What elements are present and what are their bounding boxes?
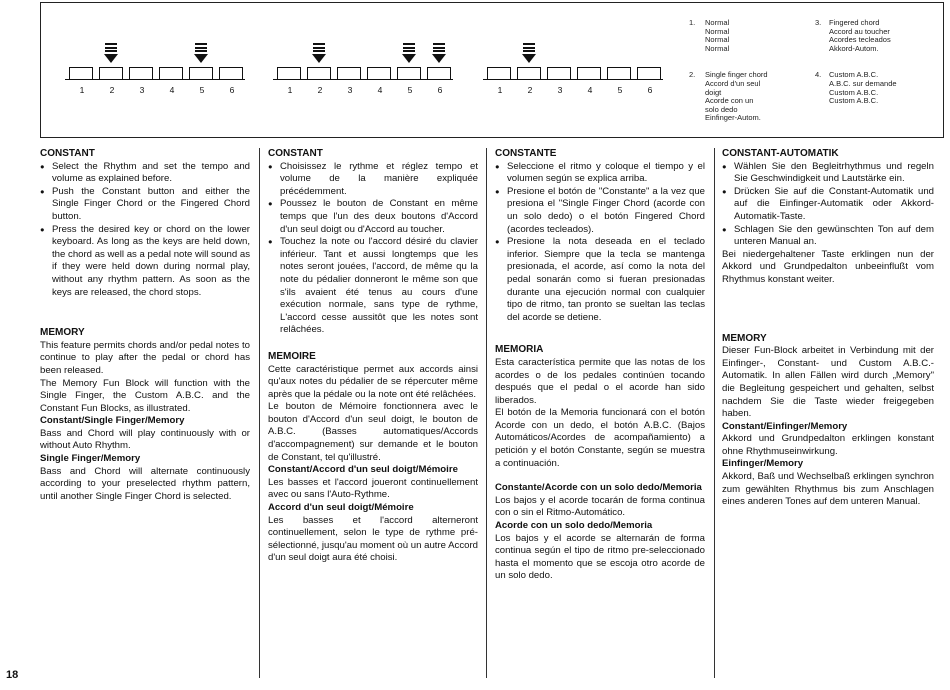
list-item: ● Press the desired key or chord on the lower keyboard. As long as the keys are held down, the chord as well as a pedal note will sound as if they were held down during normal play, without any rhythm pattern. As soon as the keys are released, the chord stops. [40, 224, 250, 300]
fun-block-key [337, 67, 361, 80]
paragraph: Esta característica permite que las notas de los acordes o de los pedales continúen tocando después que el pedal o el acorde han sido liberados. [495, 356, 705, 406]
key-number: 5 [199, 85, 205, 95]
legend-number: 4. [815, 70, 822, 80]
column-french [268, 148, 478, 565]
legend-line: A.B.C. sur demande [829, 78, 897, 88]
fun-block-key [69, 67, 93, 80]
column-german [722, 148, 934, 509]
key-number: 3 [347, 85, 353, 95]
page-number: 18 [6, 669, 19, 681]
subheading: Accord d'un seul doigt/Mémoire [268, 502, 414, 514]
legend-line: Normal [705, 26, 730, 36]
subheading: Constant/Single Finger/Memory [40, 415, 185, 427]
subheading: Constant/Accord d'un seul doigt/Mémoire [268, 464, 458, 476]
section-title: CONSTANT [40, 148, 95, 159]
legend-line: Custom A.B.C. [829, 87, 879, 97]
press-arrow-icon [433, 43, 445, 63]
paragraph: Akkord, Baß und Wechselbaß erklingen synchron zum gewählten Rhythmus bis zum Anschlagen eines anderen Tones auf dem unteren Manual. [722, 471, 934, 508]
paragraph: Los bajos y el acorde se alternarán de forma continua según el tipo de ritmo pre-seleccionado hasta el momento que se escoja otro acorde de un solo dedo. [495, 532, 705, 582]
fun-block-key [517, 67, 541, 80]
column-divider [259, 148, 260, 678]
list-item: ● Seleccione el ritmo y coloque el tiempo y el volumen según se explica arriba. [495, 161, 705, 186]
key-number: 3 [139, 85, 145, 95]
key-number: 1 [79, 85, 85, 95]
list-item: ● Drücken Sie auf die Constant-Automatik und auf die Einfinger-Automatik oder Akkord-Automatik-Taste. [722, 186, 934, 224]
section-title: MEMOIRE [268, 350, 316, 362]
key-number: 4 [169, 85, 175, 95]
legend-number: 2. [689, 70, 696, 80]
legend-line: Normal [705, 18, 730, 27]
paragraph: Bei niedergehaltener Taste erklingen nun der Akkord und Grundpedalton unbeeinflußt vom Rhythmus konstant weiter. [722, 248, 934, 285]
list-item: ● Wählen Sie den Begleitrhythmus und regeln Sie Geschwindigkeit und Lautstärke ein. [722, 161, 934, 186]
fun-block-key [219, 67, 243, 80]
press-arrow-icon [523, 43, 535, 63]
section-title: CONSTANT [268, 148, 323, 159]
press-arrow-icon [403, 43, 415, 63]
section-title: CONSTANT-AUTOMATIK [722, 148, 839, 159]
press-arrow-icon [195, 43, 207, 63]
subheading: Acorde con un solo dedo/Memoria [495, 520, 653, 532]
paragraph: Dieser Fun-Block arbeitet in Verbindung mit der Einfinger-, Constant- und Custom A.B.C.-Automatik. In allen Fällen wird durch „Memory" die Begleitung gespeichert und gehalten, selbst nachdem Sie die Taste wieder freigegeben haben. [722, 345, 934, 420]
legend-line: Accord au toucher [829, 26, 890, 36]
fun-block-key [637, 67, 661, 80]
list-item: ● Schlagen Sie den gewünschten Ton auf dem unteren Manual an. [722, 224, 934, 249]
legend-line: solo dedo [705, 104, 738, 114]
list-item: ● Push the Constant button and either the Single Finger Chord or the Fingered Chord button. [40, 186, 250, 224]
legend-line: Accord d'un seul [705, 78, 761, 88]
column-divider [486, 148, 487, 678]
legend-line: Normal [705, 43, 730, 53]
legend-line: Acordes tecleados [829, 35, 891, 45]
legend-number: 1. [689, 18, 696, 27]
button-diagram-2 [273, 43, 453, 99]
legend-left [689, 19, 768, 123]
list-item: ● Poussez le bouton de Constant en même temps que l'un des deux boutons d'Accord d'un seul doigt ou d'Accord au toucher. [268, 198, 478, 236]
paragraph: Les basses et l'accord joueront continuellement avec ou sans l'Auto-Rythme. [268, 476, 478, 501]
legend-right [815, 19, 897, 106]
section-title: MEMORIA [495, 344, 544, 356]
list-item: ● Select the Rhythm and set the tempo and volume as explained before. [40, 161, 250, 186]
key-number: 5 [407, 85, 413, 95]
fun-block-key [307, 67, 331, 80]
fun-block-key [367, 67, 391, 80]
key-number: 4 [587, 85, 593, 95]
legend-line: Einfinger-Autom. [705, 113, 761, 123]
column-divider [714, 148, 715, 678]
paragraph: Les basses et l'accord alterneront continuellement, selon le type de rythme pré-sélectionné, jusqu'au moment où un autre Accord d'un seul doigt aura été choisi. [268, 514, 478, 564]
legend-line: doigt [705, 87, 722, 97]
subheading: Single Finger/Memory [40, 453, 141, 465]
press-arrow-icon [313, 43, 325, 63]
paragraph: Bass and Chord will play continuously with or without Auto Rhythm. [40, 427, 250, 452]
list-item: ● Presione el botón de "Constante" a la vez que presiona el "Single Finger Chord (acorde con un solo dedo) o el botón Fingered Chord (acordes tecleados). [495, 186, 705, 236]
legend-number: 3. [815, 18, 822, 27]
key-number: 6 [647, 85, 653, 95]
paragraph: Le bouton de Mémoire fonctionnera avec le bouton d'Accord d'un seul doigt, le bouton de A.B.C. (Basses automatiques/Accords d'accompagnement) sur demande et le bouton de Constant, tel qu'illustré. [268, 401, 478, 463]
key-number: 5 [617, 85, 623, 95]
legend-line: Akkord-Autom. [829, 43, 879, 53]
fun-block-key [159, 67, 183, 80]
fun-block-key [277, 67, 301, 80]
fun-block-key [99, 67, 123, 80]
section-title: MEMORY [722, 332, 767, 344]
paragraph: Akkord und Grundpedalton erklingen konstant ohne Rhythmuseinwirkung. [722, 433, 934, 457]
button-diagram-3 [483, 43, 663, 99]
key-number: 1 [287, 85, 293, 95]
column-spanish [495, 148, 705, 583]
paragraph: Bass and Chord will alternate continuously according to your preselected rhythm pattern, until another Single Finger Chord is selected. [40, 465, 250, 502]
key-number: 1 [497, 85, 503, 95]
key-number: 4 [377, 85, 383, 95]
fun-block-key [397, 67, 421, 80]
key-number: 2 [109, 85, 115, 95]
legend-line: Acorde con un [705, 96, 754, 106]
fun-block-key [487, 67, 511, 80]
legend-line: Single finger chord [705, 70, 768, 80]
legend-line: Normal [705, 35, 730, 45]
legend-line: Custom A.B.C. [829, 96, 879, 106]
key-number: 2 [527, 85, 533, 95]
section-title: MEMORY [40, 327, 85, 339]
fun-block-key [577, 67, 601, 80]
key-number: 2 [317, 85, 323, 95]
column-english [40, 148, 250, 503]
subheading: Einfinger/Memory [722, 458, 804, 470]
key-number: 6 [437, 85, 443, 95]
paragraph: El botón de la Memoria funcionará con el botón Acorde con un dedo, el botón A.B.C. (Bajos Automáticos/Acordes de acompañamiento) a petición y el botón Constante, según se muestra a continuación. [495, 407, 705, 469]
paragraph: Los bajos y el acorde tocarán de forma continua con o sin el Ritmo-Automático. [495, 494, 705, 519]
paragraph: The Memory Fun Block will function with the Single Finger, the Custom A.B.C. and the Constant Fun Blocks, as illustrated. [40, 377, 250, 414]
key-number: 6 [229, 85, 235, 95]
legend-line: Fingered chord [829, 18, 880, 27]
paragraph: Cette caractéristique permet aux accords ainsi qu'aux notes du pédalier de se répercuter même après que la pédale ou la note ont été relâchées. [268, 363, 478, 400]
list-item: ● Presione la nota deseada en el teclado inferior. Siempre que la tecla se mantenga presionada, el acorde, así como la nota del pedal sonarán como si fueran presionadas durante una ejecución normal con cualquier tipo de ritmo, tan pronto se sueltan las teclas del acorde se detiene. [495, 236, 705, 324]
button-diagram-1 [65, 43, 245, 99]
legend-line: Custom A.B.C. [829, 70, 879, 80]
key-number: 3 [557, 85, 563, 95]
paragraph: This feature permits chords and/or pedal notes to continue to play after the pedal or chord has been released. [40, 339, 250, 376]
fun-block-key [547, 67, 571, 80]
subheading: Constant/Einfinger/Memory [722, 420, 848, 432]
fun-block-key [189, 67, 213, 80]
fun-block-key [129, 67, 153, 80]
diagram-box [40, 2, 944, 138]
list-item: ● Choisissez le rythme et réglez tempo et volume de la manière expliquée précédemment. [268, 161, 478, 199]
fun-block-key [427, 67, 451, 80]
section-title: CONSTANTE [495, 148, 557, 159]
list-item: ● Touchez la note ou l'accord désiré du clavier inférieur. Tant et aussi longtemps que les notes seront jouées, l'accord, de même qu la note du pédalier donneront le même son que s'ils avaient été tenus au cours d'une exécution normale, sans type de rythme, L'accord cesse aussitôt que les notes sont relâchées. [268, 236, 478, 337]
press-arrow-icon [105, 43, 117, 63]
subheading: Constante/Acorde con un solo dedo/Memoria [495, 482, 702, 494]
fun-block-key [607, 67, 631, 80]
